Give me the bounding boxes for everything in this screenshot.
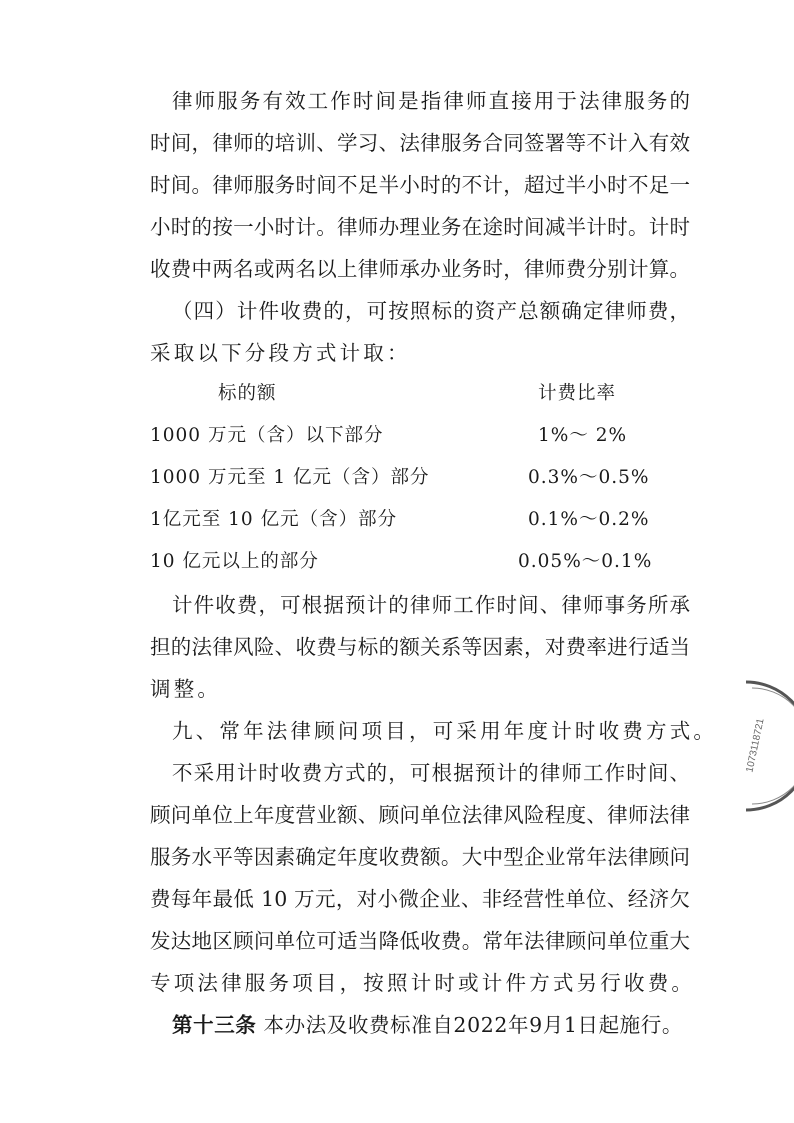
fee-table-header-rate: 计费比率 xyxy=(538,383,617,404)
fee-table-header-amount: 标的额 xyxy=(218,383,277,404)
paragraph5-line: 不采用计时收费方式的，可根据预计的律师工作时间、 xyxy=(172,761,690,785)
paragraph1-line: 律师服务有效工作时间是指律师直接用于法律服务的 xyxy=(172,89,690,113)
paragraph5-line: 顾问单位上年度营业额、顾问单位法律风险程度、律师法律 xyxy=(150,803,690,827)
fee-table-rate-cell: 1%～ 2% xyxy=(538,425,628,446)
seal-stamp-graphic xyxy=(700,676,794,816)
seal-stamp xyxy=(700,676,794,816)
article13-text: 本办法及收费标准自2022年9月1日起施行。 xyxy=(263,1013,683,1037)
paragraph1-line: 收费中两名或两名以上律师承办业务时，律师费分别计算。 xyxy=(150,257,690,281)
paragraph2-line: 采取以下分段方式计取： xyxy=(150,341,411,365)
paragraph5-line: 发达地区顾问单位可适当降低收费。常年法律顾问单位重大 xyxy=(150,929,690,953)
fee-table-rate-cell: 0.05%～0.1% xyxy=(518,551,653,572)
fee-table-amount-cell: 1000 万元（含）以下部分 xyxy=(150,425,384,446)
fee-table-amount-cell: 10 亿元以上的部分 xyxy=(150,551,319,572)
article13 xyxy=(172,1010,690,1040)
fee-table-rate-cell: 0.1%～0.2% xyxy=(528,509,650,530)
paragraph3-line: 计件收费，可根据预计的律师工作时间、律师事务所承 xyxy=(172,593,690,617)
paragraph1-line: 时间。律师服务时间不足半小时的不计，超过半小时不足一 xyxy=(150,173,690,197)
seal-stamp-number: 1073118721 xyxy=(744,717,767,774)
paragraph2-line: （四）计件收费的，可按照标的资产总额确定律师费， xyxy=(172,299,690,323)
paragraph1-line: 小时的按一小时计。律师办理业务在途时间减半计时。计时 xyxy=(150,215,690,239)
paragraph5-line: 服务水平等因素确定年度收费额。大中型企业常年法律顾问 xyxy=(150,845,690,869)
paragraph3-line: 担的法律风险、收费与标的额关系等因素，对费率进行适当 xyxy=(150,635,690,659)
fee-table-rate-cell: 0.3%～0.5% xyxy=(528,467,650,488)
paragraph4-line: 九、常年法律顾问项目，可采用年度计时收费方式。 xyxy=(172,719,718,743)
fee-table-amount-cell: 1000 万元至 1 亿元（含）部分 xyxy=(150,467,430,488)
paragraph5-line: 费每年最低 10 万元，对小微企业、非经营性单位、经济欠 xyxy=(150,887,690,911)
paragraph3-line: 调整。 xyxy=(150,677,222,701)
paragraph5-line: 专项法律服务项目，按照计时或计件方式另行收费。 xyxy=(150,971,696,995)
paragraph1-line: 时间，律师的培训、学习、法律服务合同签署等不计入有效 xyxy=(150,131,690,155)
fee-table-amount-cell: 1亿元至 10 亿元（含）部分 xyxy=(150,509,398,530)
article13-heading: 第十三条 xyxy=(172,1013,257,1037)
